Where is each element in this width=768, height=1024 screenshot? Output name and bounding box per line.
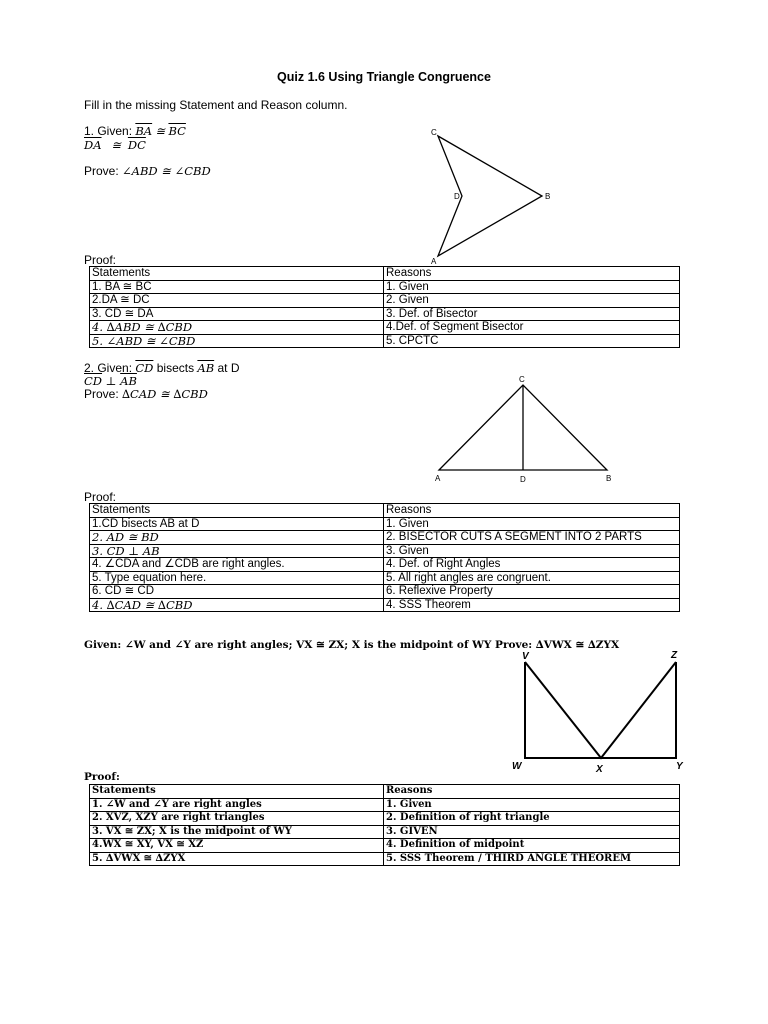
- p1-label-d: D: [454, 192, 460, 201]
- p2-proof-label: Proof:: [84, 490, 117, 504]
- reason-cell: 3. GIVEN: [384, 825, 680, 839]
- p1-given-line-2: $\overline{DA}$ ≅ $\overline{DC}$: [84, 138, 146, 152]
- statement-cell: 3. CD ⊥ AB: [90, 544, 384, 558]
- table-row: [90, 334, 680, 348]
- p3-proof-label: Proof:: [84, 771, 120, 783]
- p1-given-line: 1. Given: $\overline{BA}$ ≅ $\overline{BC}$: [84, 124, 186, 138]
- reason-cell: 4.Def. of Segment Bisector: [384, 321, 680, 335]
- instructions: Fill in the missing Statement and Reason column.: [84, 98, 348, 112]
- statement-cell: 5. ∆VWX ≅ ∆ZYX: [90, 852, 384, 866]
- p1-label-a: A: [431, 257, 437, 264]
- p1-proof-table: [89, 266, 680, 348]
- statement-cell: 3. VX ≅ ZX; X is the midpoint of WY: [90, 825, 384, 839]
- p1-label-c: C: [431, 128, 437, 137]
- statement-cell: 4.WX ≅ XY, VX ≅ XZ: [90, 839, 384, 853]
- statements-header: Statements: [90, 504, 384, 518]
- statement-cell: 1.CD bisects AB at D: [90, 517, 384, 531]
- statements-header: Statements: [90, 785, 384, 799]
- statement-cell: 4. ∆ABD ≅ ∆CBD: [90, 321, 384, 335]
- p2-figure: [425, 374, 625, 486]
- statement-cell: 2. XVZ, XZY are right triangles: [90, 812, 384, 826]
- table-row: [90, 585, 680, 599]
- p3-label-z: Z: [671, 650, 678, 661]
- reason-cell: 2. BISECTOR CUTS A SEGMENT INTO 2 PARTS: [384, 531, 680, 545]
- p1-label-b: B: [545, 192, 551, 201]
- p3-proof-table: [89, 784, 680, 866]
- p2-label-a: A: [435, 474, 441, 483]
- p3-frame-lines: [525, 662, 676, 758]
- reason-cell: 1. Given: [384, 517, 680, 531]
- p2-prove-line: Prove: ∆CAD ≅ ∆CBD: [84, 387, 208, 401]
- reason-cell: 5. All right angles are congruent.: [384, 571, 680, 585]
- p3-label-w: W: [512, 761, 522, 772]
- statement-cell: 2.DA ≅ DC: [90, 294, 384, 308]
- table-row: [90, 531, 680, 545]
- table-row: [90, 852, 680, 866]
- table-row: [90, 571, 680, 585]
- reason-cell: 3. Def. of Bisector: [384, 307, 680, 321]
- table-row: [90, 825, 680, 839]
- table-row: [90, 598, 680, 612]
- p3-given-line: Given: ∠W and ∠Y are right angles; VX ≅ ZX; X is the midpoint of WY Prove: ∆VWX ≅ ∆ZYX: [84, 639, 620, 651]
- reason-cell: 4. SSS Theorem: [384, 598, 680, 612]
- p2-label-b: B: [606, 474, 612, 483]
- p3-label-v: V: [522, 651, 529, 662]
- reason-cell: 4. Def. of Right Angles: [384, 558, 680, 572]
- p2-label-d: D: [520, 475, 526, 484]
- reasons-header: Reasons: [384, 504, 680, 518]
- p1-proof-label: Proof:: [84, 253, 117, 267]
- statement-cell: 1. ∠W and ∠Y are right angles: [90, 798, 384, 812]
- table-row: [90, 321, 680, 335]
- statement-cell: 4. ∆CAD ≅ ∆CBD: [90, 598, 384, 612]
- table-row: [90, 558, 680, 572]
- reason-cell: 5. CPCTC: [384, 334, 680, 348]
- reason-cell: 1. Given: [384, 798, 680, 812]
- statement-cell: 4. ∠CDA and ∠CDB are right angles.: [90, 558, 384, 572]
- reason-cell: 5. SSS Theorem / THIRD ANGLE THEOREM: [384, 852, 680, 866]
- table-row: [90, 839, 680, 853]
- reason-cell: 2. Given: [384, 294, 680, 308]
- reason-cell: 1. Given: [384, 280, 680, 294]
- p1-prove-line: Prove: ∠ABD ≅ ∠CBD: [84, 164, 211, 178]
- p2-label-c: C: [519, 375, 525, 384]
- reason-cell: 3. Given: [384, 544, 680, 558]
- page-title: Quiz 1.6 Using Triangle Congruence: [277, 70, 491, 84]
- statement-cell: 1. BA ≅ BC: [90, 280, 384, 294]
- table-header-row: [90, 785, 680, 799]
- p2-given-line-2: $\overline{CD}$ ⊥ $\overline{AB}$: [84, 374, 137, 388]
- statement-cell: 6. CD ≅ CD: [90, 585, 384, 599]
- statement-cell: 3. CD ≅ DA: [90, 307, 384, 321]
- table-row: [90, 280, 680, 294]
- statements-header: Statements: [90, 267, 384, 281]
- table-row: [90, 294, 680, 308]
- table-row: [90, 307, 680, 321]
- p2-given-line: 2. Given: $\overline{CD}$ bisects $\overline{AB}$ at D: [84, 361, 240, 375]
- reasons-header: Reasons: [384, 267, 680, 281]
- p1-figure: [420, 124, 570, 264]
- table-header-row: [90, 267, 680, 281]
- table-row: [90, 798, 680, 812]
- p3-label-x: X: [596, 764, 603, 775]
- table-row: [90, 544, 680, 558]
- statement-cell: 2. AD ≅ BD: [90, 531, 384, 545]
- statement-cell: 5. Type equation here.: [90, 571, 384, 585]
- table-row: [90, 517, 680, 531]
- p2-proof-table: [89, 503, 680, 612]
- reasons-header: Reasons: [384, 785, 680, 799]
- reason-cell: 6. Reflexive Property: [384, 585, 680, 599]
- reason-cell: 4. Definition of midpoint: [384, 839, 680, 853]
- statement-cell: 5. ∠ABD ≅ ∠CBD: [90, 334, 384, 348]
- p3-v-lines: [525, 662, 676, 758]
- table-header-row: [90, 504, 680, 518]
- p3-figure: [505, 648, 705, 778]
- p3-label-y: Y: [676, 761, 683, 772]
- table-row: [90, 812, 680, 826]
- reason-cell: 2. Definition of right triangle: [384, 812, 680, 826]
